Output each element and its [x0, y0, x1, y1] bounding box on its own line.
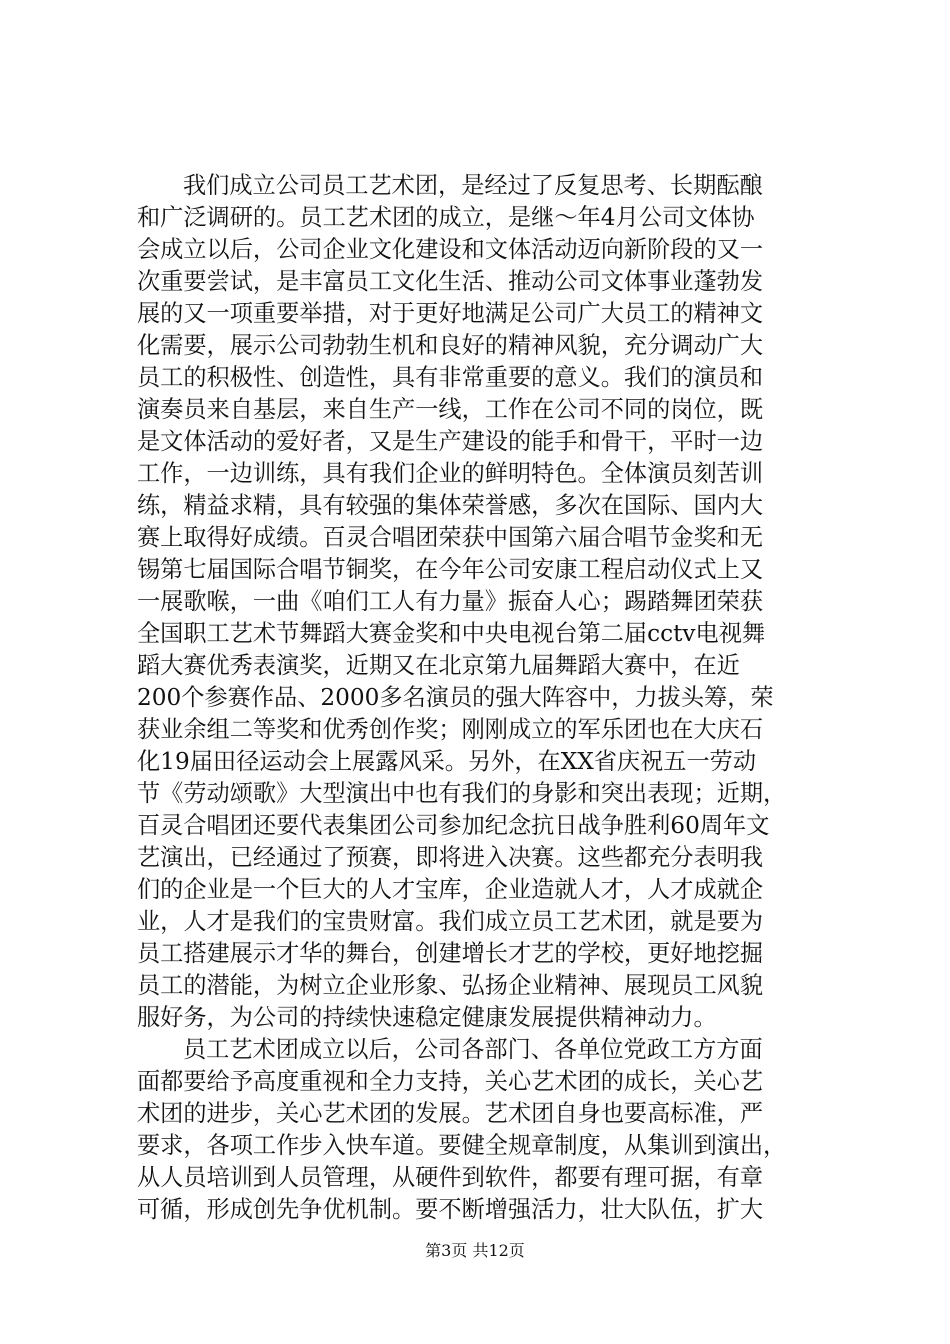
text-line: 200个参赛作品、2000多名演员的强大阵容中，力拔头筹，荣 — [137, 684, 774, 711]
page-number: 第3页 共12页 — [425, 1241, 525, 1260]
text-line: 蹈大赛优秀表演奖，近期又在北京第九届舞蹈大赛中，在近 — [137, 652, 740, 679]
text-line: 化19届田径运动会上展露风采。另外，在XX省庆祝五一劳动 — [137, 748, 757, 775]
text-line: 演奏员来自基层，来自生产一线，工作在公司不同的岗位，既 — [137, 396, 764, 423]
text-line: 业，人才是我们的宝贵财富。我们成立员工艺术团，就是要为 — [137, 908, 764, 935]
text-line: 赛上取得好成绩。百灵合唱团荣获中国第六届合唱节金奖和无 — [137, 524, 764, 551]
text-line: 会成立以后，公司企业文化建设和文体活动迈向新阶段的又一 — [137, 236, 764, 263]
text-line: 全国职工艺术节舞蹈大赛金奖和中央电视台第二届cctv电视舞 — [137, 620, 766, 647]
text-line: 员工的潜能，为树立企业形象、弘扬企业精神、展现员工风貌 — [137, 972, 764, 999]
text-line: 是文体活动的爱好者，又是生产建设的能手和骨干，平时一边 — [137, 428, 764, 455]
text-line: 工作，一边训练，具有我们企业的鲜明特色。全体演员刻苦训 — [137, 460, 764, 487]
text-line: 员工艺术团成立以后，公司各部门、各单位党政工方方面 — [183, 1036, 763, 1063]
text-line: 节《劳动颂歌》大型演出中也有我们的身影和突出表现；近期， — [137, 780, 787, 807]
text-line: 要求，各项工作步入快车道。要健全规章制度，从集训到演出， — [137, 1132, 787, 1159]
text-line: 从人员培训到人员管理，从硬件到软件，都要有理可据，有章 — [137, 1164, 764, 1191]
text-line: 服好务，为公司的持续快速稳定健康发展提供精神动力。 — [137, 1004, 717, 1031]
text-line: 和广泛调研的。员工艺术团的成立，是继～年4月公司文体协 — [137, 204, 755, 231]
text-line: 员工的积极性、创造性，具有非常重要的意义。我们的演员和 — [137, 364, 764, 391]
text-line: 获业余组二等奖和优秀创作奖；刚刚成立的军乐团也在大庆石 — [137, 716, 764, 743]
text-line: 术团的进步，关心艺术团的发展。艺术团自身也要高标准，严 — [137, 1100, 764, 1127]
text-line: 员工搭建展示才华的舞台，创建增长才艺的学校，更好地挖掘 — [137, 940, 764, 967]
text-line: 我们成立公司员工艺术团，是经过了反复思考、长期酝酿 — [183, 172, 763, 199]
text-line: 练，精益求精，具有较强的集体荣誉感，多次在国际、国内大 — [137, 492, 764, 519]
text-line: 艺演出，已经通过了预赛，即将进入决赛。这些都充分表明我 — [137, 844, 764, 871]
text-line: 展的又一项重要举措，对于更好地满足公司广大员工的精神文 — [137, 300, 764, 327]
text-line: 次重要尝试，是丰富员工文化生活、推动公司文体事业蓬勃发 — [137, 268, 764, 295]
text-line: 一展歌喉，一曲《咱们工人有力量》振奋人心；踢踏舞团荣获 — [137, 588, 764, 615]
text-line: 化需要，展示公司勃勃生机和良好的精神风貌，充分调动广大 — [137, 332, 764, 359]
text-line: 可循，形成创先争优机制。要不断增强活力，壮大队伍，扩大 — [137, 1196, 764, 1223]
text-line: 锡第七届国际合唱节铜奖，在今年公司安康工程启动仪式上又 — [137, 556, 764, 583]
text-line: 百灵合唱团还要代表集团公司参加纪念抗日战争胜利60周年文 — [137, 812, 770, 839]
text-line: 面都要给予高度重视和全力支持，关心艺术团的成长，关心艺 — [137, 1068, 764, 1095]
text-line: 们的企业是一个巨大的人才宝库，企业造就人才，人才成就企 — [137, 876, 764, 903]
